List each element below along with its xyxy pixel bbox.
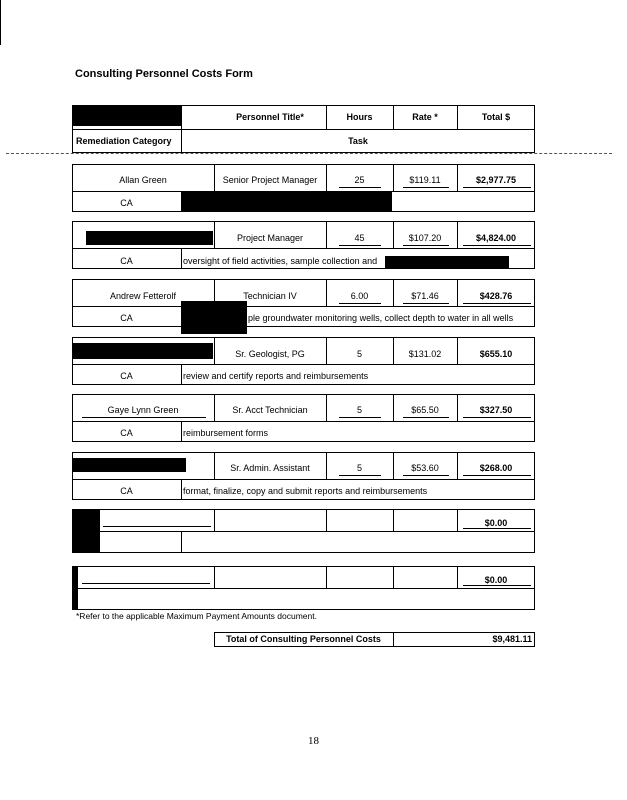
header-total: Total $: [481, 112, 511, 122]
page-divider: [6, 153, 612, 154]
row-category: CA: [120, 428, 133, 438]
row-total: $0.00: [484, 575, 508, 585]
row-total: $655.10: [479, 349, 513, 359]
row-total: $0.00: [484, 518, 508, 528]
row-title: Sr. Geologist, PG: [235, 349, 305, 359]
row-task: oversight of field activities, sample collection and: [183, 256, 378, 266]
row-total: $428.76: [479, 291, 513, 301]
redaction-block: [72, 343, 213, 359]
row-title: Sr. Admin. Assistant: [230, 463, 310, 473]
row-hours: 25: [354, 175, 365, 185]
row-hours: 5: [356, 405, 362, 415]
redaction-block: [385, 256, 509, 268]
redaction-block: [181, 191, 392, 212]
row-rate: $131.02: [408, 349, 442, 359]
row-category: CA: [120, 486, 133, 496]
row-category: CA: [120, 256, 133, 266]
row-total: $268.00: [479, 463, 513, 473]
page-edge-mark: [0, 0, 1, 45]
row-title: Technician IV: [243, 291, 297, 301]
redaction-block: [72, 458, 186, 472]
totals-value: $9,481.11: [492, 634, 532, 644]
row-total: $2,977.75: [475, 175, 517, 185]
row-category: CA: [120, 313, 133, 323]
row-rate: $107.20: [408, 233, 442, 243]
page-number: 18: [308, 735, 319, 747]
redaction-block: [72, 509, 100, 553]
row-task: review and certify reports and reimbursements: [183, 371, 369, 381]
redaction-block: [86, 231, 213, 245]
row-task: format, finalize, copy and submit reports and reimbursements: [183, 486, 428, 496]
row-rate: $53.60: [411, 463, 439, 473]
row-title: Sr. Acct Technician: [232, 405, 308, 415]
header-personnel-title: Personnel Title*: [236, 112, 304, 122]
row-name: Allan Green: [119, 175, 167, 185]
redaction-block: [181, 301, 247, 334]
header-rate: Rate *: [412, 112, 438, 122]
row-hours: 5: [356, 349, 362, 359]
header-hours: Hours: [346, 112, 373, 122]
row-hours: 45: [354, 233, 365, 243]
row-rate: $65.50: [411, 405, 439, 415]
row-hours: 5: [356, 463, 362, 473]
row-category: CA: [120, 198, 133, 208]
row-rate: $119.11: [409, 175, 441, 185]
row-category: CA: [120, 371, 133, 381]
row-total: $4,824.00: [475, 233, 517, 243]
totals-label: Total of Consulting Personnel Costs: [226, 634, 381, 644]
redaction-block: [72, 566, 78, 610]
header-remediation-category: Remediation Category: [76, 136, 172, 146]
row-name: Gaye Lynn Green: [107, 405, 179, 415]
row-task: reimbursement forms: [183, 428, 269, 438]
row-task: ple groundwater monitoring wells, collect depth to water in all wells: [248, 313, 514, 323]
header-task: Task: [348, 136, 368, 146]
form-title: Consulting Personnel Costs Form: [75, 68, 253, 80]
row-hours: 6.00: [350, 291, 369, 301]
row-total: $327.50: [479, 405, 513, 415]
row-title: Project Manager: [236, 233, 304, 243]
redaction-block: [72, 105, 181, 126]
footnote: *Refer to the applicable Maximum Payment Amounts document.: [76, 611, 317, 621]
row-title: Senior Project Manager: [222, 175, 318, 185]
row-name: Andrew Fetterolf: [109, 291, 177, 301]
row-rate: $71.46: [411, 291, 439, 301]
